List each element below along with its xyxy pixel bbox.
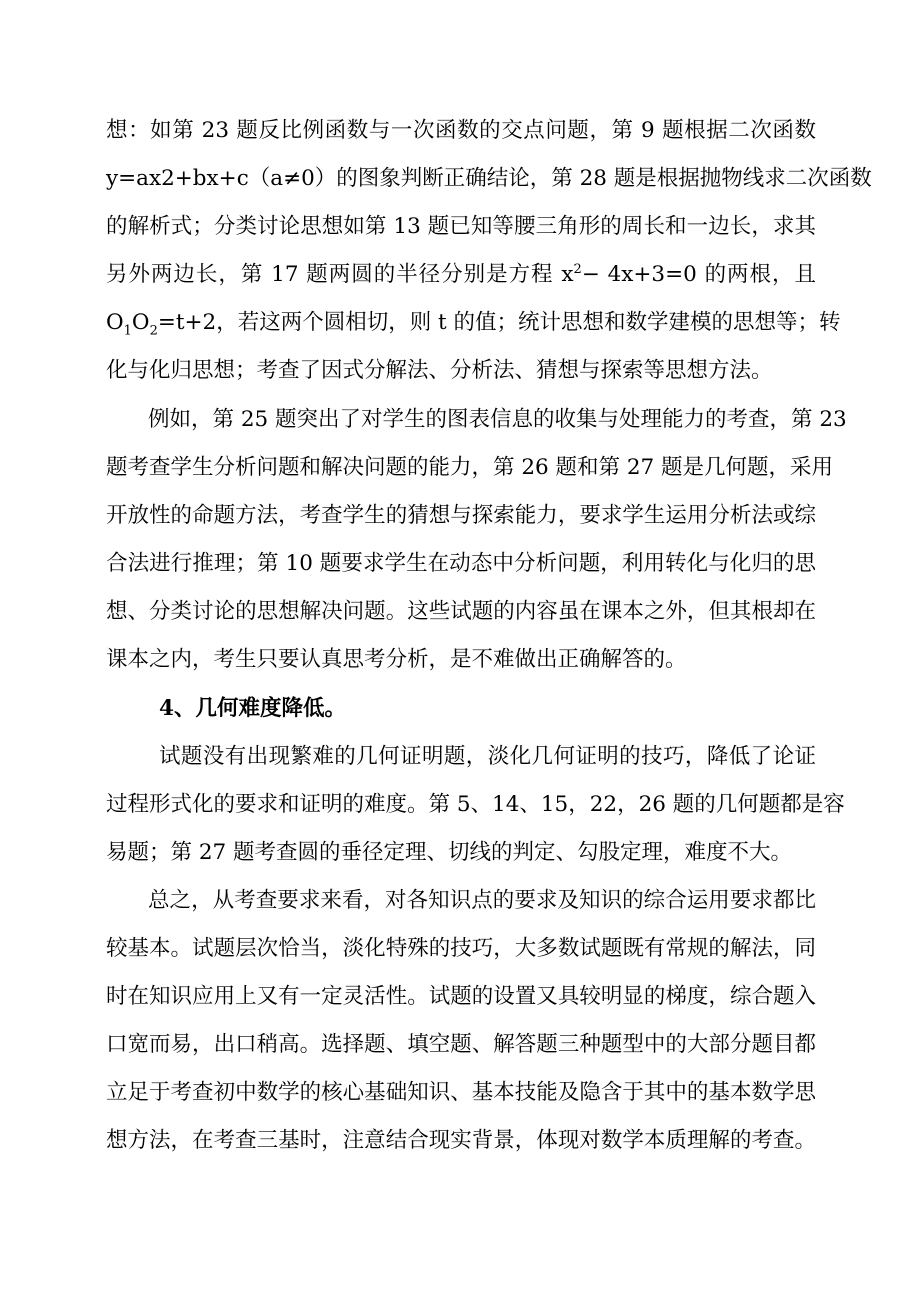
text-line: 合法进行推理；第 10 题要求学生在动态中分析问题，利用转化与化归的思 — [106, 551, 816, 576]
text-segment: 另外两边长，第 17 题两圆的半径分别是方程 x — [106, 262, 574, 287]
text-line: 想：如第 23 题反比例函数与一次函数的交点问题，第 9 题根据二次函数 — [106, 118, 816, 143]
text-line: 的解析式；分类讨论思想如第 13 题已知等腰三角形的周长和一边长，求其 — [106, 214, 816, 239]
text-line — [106, 260, 816, 290]
text-line: 想、分类讨论的思想解决问题。这些试题的内容虽在课本之外，但其根却在 — [106, 599, 816, 624]
text-line: 易题；第 27 题考查圆的垂径定理、切线的判定、勾股定理，难度不大。 — [106, 840, 793, 865]
text-line: 开放性的命题方法，考查学生的猜想与探索能力，要求学生运用分析法或综 — [106, 503, 816, 528]
text-line: 试题没有出现繁难的几何证明题，淡化几何证明的技巧，降低了论证 — [159, 744, 816, 769]
text-line: 化与化归思想；考查了因式分解法、分析法、猜想与探索等思想方法。 — [106, 358, 773, 383]
text-line: 较基本。试题层次恰当，淡化特殊的技巧，大多数试题既有常规的解法，同 — [106, 936, 816, 961]
section-heading: 4、几何难度降低。 — [159, 696, 346, 721]
text-line: 过程形式化的要求和证明的难度。第 5、14、15，22，26 题的几何题都是容 — [106, 792, 845, 817]
text-line: 课本之内，考生只要认真思考分析，是不难做出正确解答的。 — [106, 647, 687, 672]
subscript: 1 — [123, 323, 132, 339]
text-line: 立足于考查初中数学的核心基础知识、基本技能及隐含于其中的基本数学思 — [106, 1080, 816, 1105]
text-line: 总之，从考查要求来看，对各知识点的要求及知识的综合运用要求都比 — [148, 888, 816, 913]
text-line: 时在知识应用上又有一定灵活性。试题的设置又具较明显的梯度，综合题入 — [106, 984, 816, 1009]
symbol-o: O — [131, 310, 150, 335]
text-line: 题考查学生分析问题和解决问题的能力，第 26 题和第 27 题是几何题，采用 — [106, 455, 834, 480]
subscript: 2 — [149, 323, 158, 339]
superscript: 2 — [573, 261, 582, 277]
text-segment: − 4x+3=0 的两根，且 — [581, 262, 816, 287]
text-line: y=ax2+bx+c（a≠0）的图象判断正确结论，第 28 题是根据抛物线求二次函数 — [106, 166, 872, 191]
text-line: 口宽而易，出口稍高。选择题、填空题、解答题三种题型中的大部分题目都 — [106, 1032, 816, 1057]
text-line: 想方法，在考查三基时，注意结合现实背景，体现对数学本质理解的考查。 — [106, 1128, 816, 1153]
text-line: 例如，第 25 题突出了对学生的图表信息的收集与处理能力的考查，第 23 — [148, 407, 847, 432]
text-segment: =t+2，若这两个圆相切，则 t 的值；统计思想和数学建模的思想等；转 — [157, 310, 841, 335]
text-line — [106, 308, 841, 339]
symbol-o: O — [106, 310, 124, 335]
